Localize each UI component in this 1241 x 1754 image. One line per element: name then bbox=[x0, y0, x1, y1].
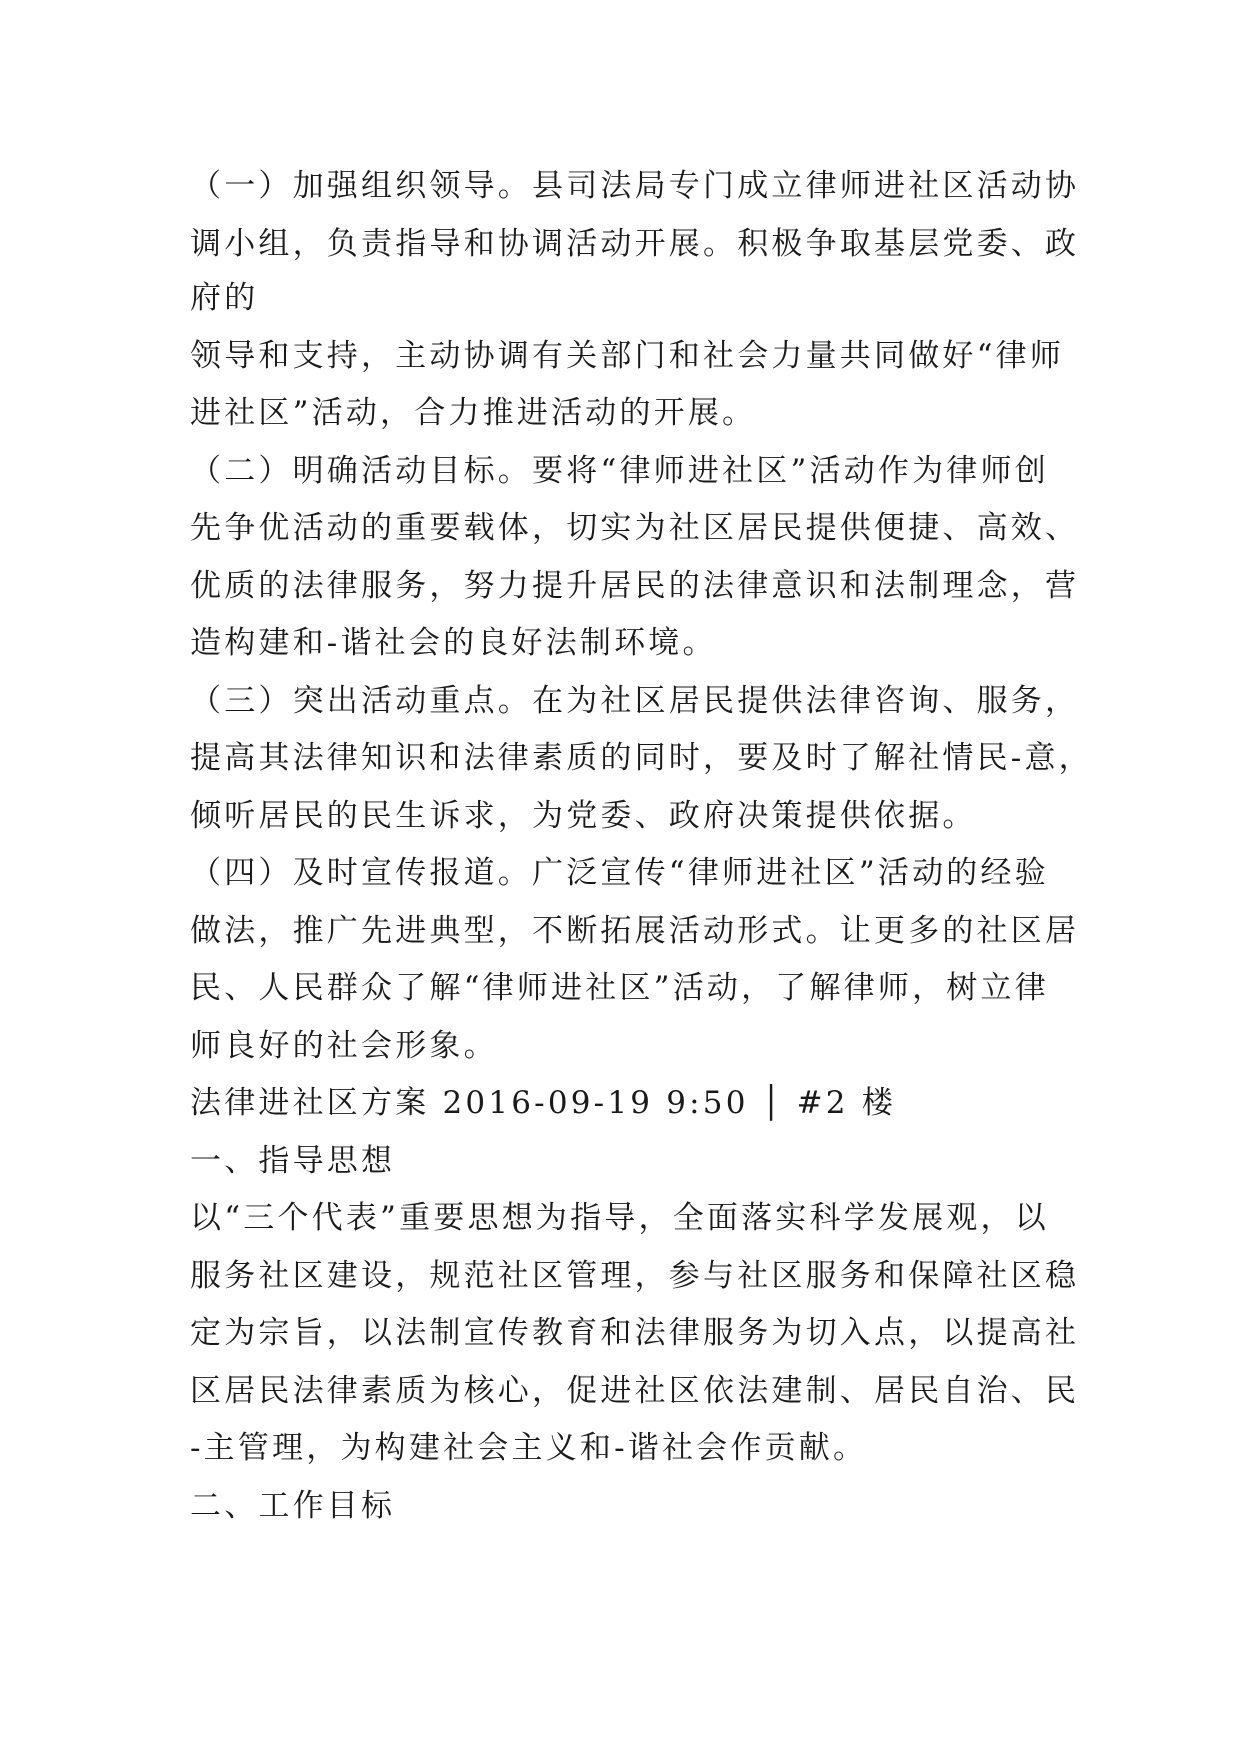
paragraph-2-line-2: 进社区”活动，合力推进活动的开展。 bbox=[190, 395, 757, 431]
paragraph-4-line-2: 提高其法律知识和法律素质的同时，要及时了解社情民-意， bbox=[190, 740, 1093, 776]
paragraph-6-line-3: 定为宗旨，以法制宣传教育和法律服务为切入点，以提高社 bbox=[190, 1315, 1080, 1351]
paragraph-6-line-5: -主管理，为构建社会主义和-谐社会作贡献。 bbox=[190, 1430, 868, 1466]
paragraph-3-line-2: 先争优活动的重要载体，切实为社区居民提供便捷、高效、 bbox=[190, 510, 1080, 546]
section-heading-2: 二、工作目标 bbox=[190, 1488, 396, 1524]
paragraph-6-line-4: 区居民法律素质为核心，促进社区依法建制、居民自治、民 bbox=[190, 1373, 1080, 1409]
paragraph-2-line-1: 领导和支持，主动协调有关部门和社会力量共同做好“律师 bbox=[190, 338, 1065, 374]
paragraph-6-line-1: 以“三个代表”重要思想为指导，全面落实科学发展观，以 bbox=[190, 1200, 1049, 1236]
paragraph-5-line-2: 做法，推广先进典型，不断拓展活动形式。让更多的社区居 bbox=[190, 913, 1080, 949]
paragraph-1-line-2: 调小组，负责指导和协调活动开展。积极争取基层党委、政 bbox=[190, 226, 1080, 262]
paragraph-3-line-3: 优质的法律服务，努力提升居民的法律意识和法制理念，营 bbox=[190, 568, 1080, 604]
paragraph-5-line-4: 师良好的社会形象。 bbox=[190, 1028, 498, 1064]
paragraph-5-line-3: 民、人民群众了解“律师进社区”活动，了解律师，树立律 bbox=[190, 970, 1049, 1006]
paragraph-1-line-1: （一）加强组织领导。县司法局专门成立律师进社区活动协 bbox=[190, 168, 1080, 204]
paragraph-3-line-4: 造构建和-谐社会的良好法制环境。 bbox=[190, 625, 717, 661]
paragraph-6-line-2: 服务社区建设，规范社区管理，参与社区服务和保障社区稳 bbox=[190, 1258, 1080, 1294]
post-header: 法律进社区方案 2016-09-19 9:50 │ #2 楼 bbox=[190, 1085, 896, 1121]
paragraph-1-line-3: 府的 bbox=[190, 280, 259, 316]
paragraph-3-line-1: （二）明确活动目标。要将“律师进社区”活动作为律师创 bbox=[190, 453, 1049, 489]
paragraph-4-line-1: （三）突出活动重点。在为社区居民提供法律咨询、服务， bbox=[190, 683, 1080, 719]
section-heading-1: 一、指导思想 bbox=[190, 1143, 396, 1179]
paragraph-5-line-1: （四）及时宣传报道。广泛宣传“律师进社区”活动的经验 bbox=[190, 855, 1049, 891]
paragraph-4-line-3: 倾听居民的民生诉求，为党委、政府决策提供依据。 bbox=[190, 798, 977, 834]
